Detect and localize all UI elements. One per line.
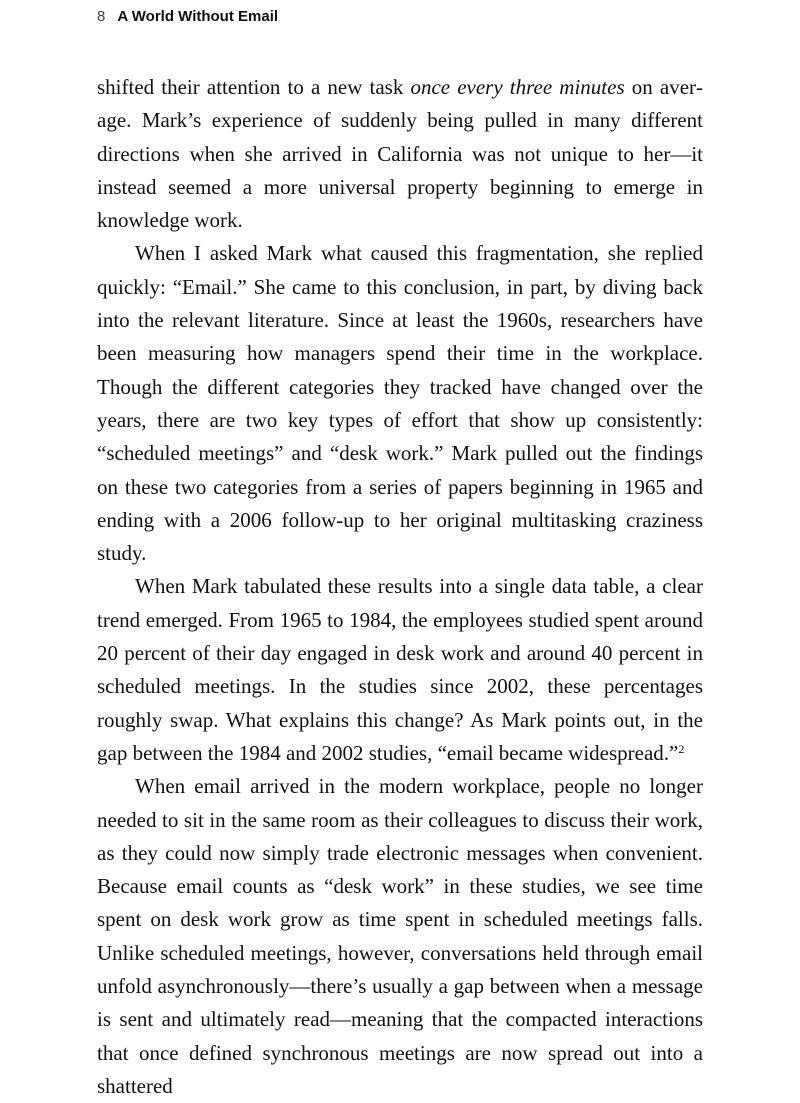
paragraph-text: on average. Mark’s experience of suddenly being pulled in many different directions when she arrived in California was not unique to her—it instead seemed a more universal property beginning to emerge in knowledge work. bbox=[97, 75, 704, 233]
paragraph bbox=[97, 770, 703, 1103]
body-text bbox=[97, 71, 703, 1103]
paragraph-text: When email arrived in the modern workplace, people no longer needed to sit in the same room as their colleagues to discuss their work, as they could now simply trade electronic messages when convenient. Because email counts as “desk work” in these studies, we see time spent on desk work grow as time spent in scheduled meetings falls. Unlike scheduled meetings, however, conversations held through email unfold asynchronously—there’s usually a gap between when a message is sent and ultimately read—meaning that the compacted interactions that once defined synchronous meetings are now spread out into a shattered bbox=[97, 774, 703, 1098]
paragraph-text: shifted their attention to a new task bbox=[97, 75, 411, 99]
paragraph-text: When I asked Mark what caused this fragmentation, she replied quickly: “Email.” She came to this conclusion, in part, by diving back into the relevant literature. Since at least the 1960s, researchers have been measuring how managers spend their time in the workplace. Though the different categories they tracked have changed over the years, there are two key types of effort that show up consistently: “scheduled meetings” and “desk work.” Mark pulled out the findings on these two categories from a series of papers beginning in 1965 and ending with a 2006 follow-up to her original multitasking craziness study. bbox=[97, 241, 703, 566]
paragraph bbox=[97, 71, 703, 237]
paragraph bbox=[97, 570, 703, 770]
footnote-marker[interactable]: 2 bbox=[678, 741, 685, 756]
running-head bbox=[97, 7, 278, 27]
paragraph bbox=[97, 237, 703, 570]
paragraph-text: When Mark tabulated these results into a single data table, a clear trend emerged. From 1965 to 1984, the employees studied spent around 20 percent of their day engaged in desk work and around 40 percent in scheduled meetings. In the studies since 2002, these percentages roughly swap. What explains this change? As Mark points out, in the gap between the 1984 and 2002 studies, “email became widespread.” bbox=[97, 574, 703, 765]
book-title: A World Without Email bbox=[117, 8, 279, 25]
emphasis-text: once every three minutes bbox=[410, 75, 625, 99]
page-number: 8 bbox=[97, 8, 106, 25]
